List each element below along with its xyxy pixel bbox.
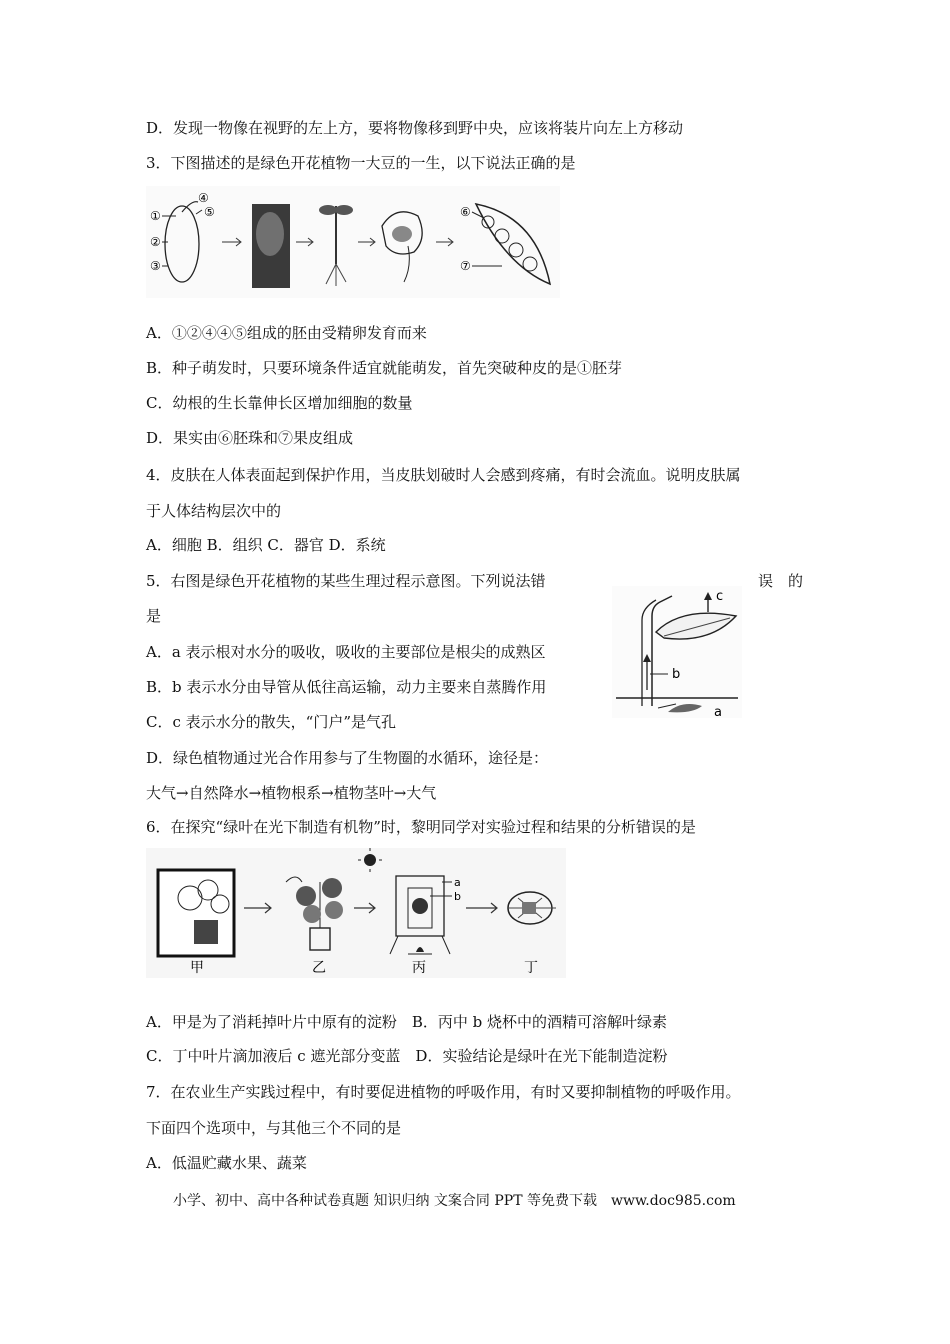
q5-option-c: C．c 表示水分的散失，“门户”是气孔 [146,713,396,731]
q5-stem-end: 误 的 [758,572,804,590]
soybean-lifecycle-figure [146,186,560,298]
label-7: ⑦ [460,259,471,273]
q6-options-ab: A．甲是为了消耗掉叶片中原有的淀粉 B．丙中 b 烧杯中的酒精可溶解叶绿素 [146,1013,667,1031]
label-b: b [672,667,681,682]
label-small-b: b [454,890,461,903]
q7-option-a: A．低温贮藏水果、蔬菜 [146,1154,307,1172]
label-6: ⑥ [460,205,471,219]
q4-options: A．细胞 B．组织 C．器官 D．系统 [146,536,386,554]
plant-water-figure [612,586,742,718]
label-ding: 丁 [524,960,538,976]
q5-stem: 5．右图是绿色开花植物的某些生理过程示意图。下列说法错 [146,572,546,590]
label-5: ⑤ [204,205,215,219]
label-c: c [716,589,724,604]
q3-option-c: C．幼根的生长靠伸长区增加细胞的数量 [146,394,413,412]
label-small-a: a [454,876,461,889]
q3-option-b: B．种子萌发时，只要环境条件适宜就能萌发，首先突破种皮的是①胚芽 [146,359,623,377]
q3-option-d: D．果实由⑥胚珠和⑦果皮组成 [146,429,354,447]
q3-option-a: A．①②④④⑤组成的胚由受精卵发育而来 [146,324,427,342]
label-a: a [714,705,722,718]
q6-options-cd: C．丁中叶片滴加液后 c 遮光部分变蓝 D．实验结论是绿叶在光下能制造淀粉 [146,1047,668,1065]
q2-option-d: D．发现一物像在视野的左上方，要将物像移到野中央，应该将装片向左上方移动 [146,119,684,137]
q4-stem: 4．皮肤在人体表面起到保护作用，当皮肤划破时人会感到疼痛，有时会流血。说明皮肤属 [146,466,741,484]
label-yi: 乙 [312,960,326,976]
label-jia: 甲 [190,960,204,976]
q5-option-a: A．a 表示根对水分的吸收，吸收的主要部位是根尖的成熟区 [146,643,546,661]
starch-experiment-figure [146,848,566,978]
q5-option-d-path: 大气→自然降水→植物根系→植物茎叶→大气 [146,784,437,802]
label-1: ① [150,209,161,223]
label-3: ③ [150,259,161,273]
q4-stem-cont: 于人体结构层次中的 [146,502,282,520]
q5-option-b: B．b 表示水分由导管从低往高运输，动力主要来自蒸腾作用 [146,678,547,696]
page-footer: 小学、初中、高中各种试卷真题 知识归纳 文案合同 PPT 等免费下载 www.doc985.com [173,1193,736,1209]
q5-option-d: D．绿色植物通过光合作用参与了生物圈的水循环，途径是： [146,749,549,767]
label-4: ④ [198,191,209,205]
label-bing: 丙 [412,960,426,976]
q3-stem: 3．下图描述的是绿色开花植物一大豆的一生，以下说法正确的是 [146,154,576,172]
q7-stem: 7．在农业生产实践过程中，有时要促进植物的呼吸作用，有时又要抑制植物的呼吸作用。 [146,1083,741,1101]
label-2: ② [150,235,161,249]
q7-stem-cont: 下面四个选项中，与其他三个不同的是 [146,1119,402,1137]
q6-stem: 6．在探究“绿叶在光下制造有机物”时，黎明同学对实验过程和结果的分析错误的是 [146,818,696,836]
q5-stem-cont: 是 [146,607,162,625]
